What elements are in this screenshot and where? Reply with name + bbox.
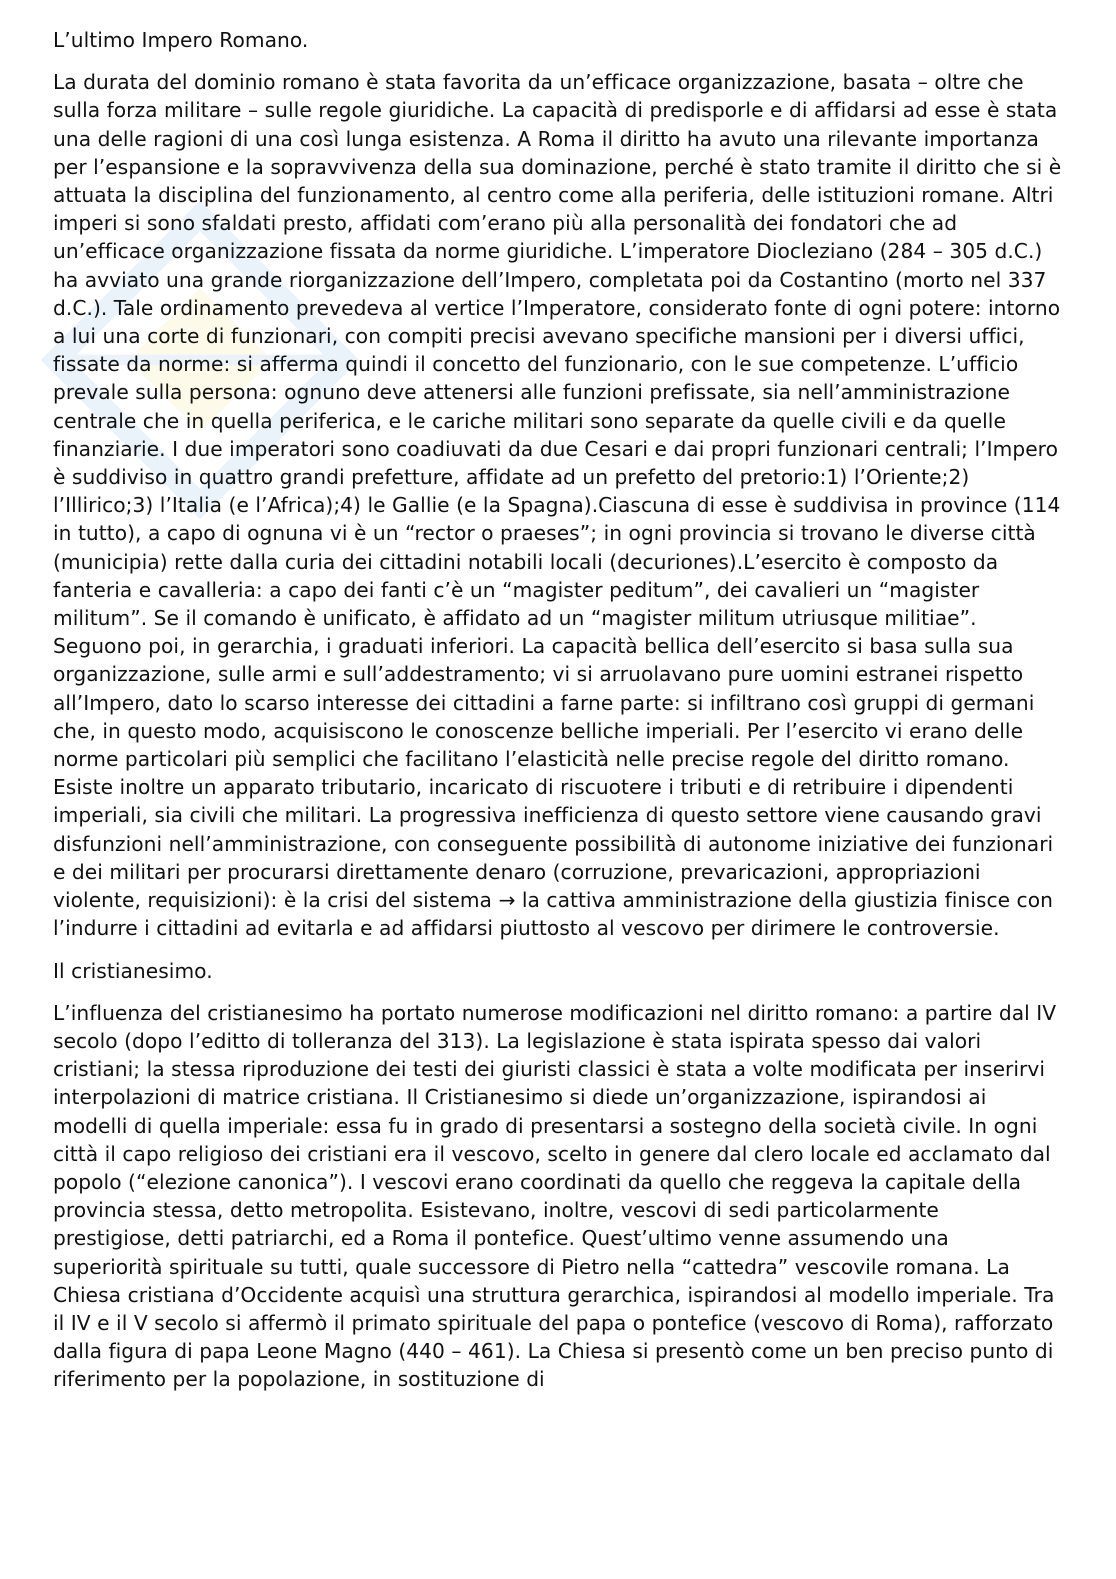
section-heading-cristianesimo: Il cristianesimo. (53, 958, 213, 983)
section-paragraph-cristianesimo: L’influenza del cristianesimo ha portato numerose modificazioni nel diritto romano: a partire dal IV secolo (dopo l’editto di tolleranza del 313). La legislazione è stata ispirata spesso dai valori cristiani; la stessa riproduzione dei testi dei giuristi classici è stata a volte modificata per inserirvi interpolazioni di matrice cristiana. Il Cristianesimo si diede un’organizzazione, ispirandosi ai modelli di quella imperiale: essa fu in grado di presentarsi a sostegno della società civile. In ogni città il capo religioso dei cristiani era il vescovo, scelto in genere dal clero locale ed acclamato dal popolo (“elezione canonica”). I vescovi erano coordinati da quello che reggeva la capitale della provincia stessa, detto metropolita. Esistevano, inoltre, vescovi di sedi particolarmente prestigiose, detti patriarchi, ed a Roma il pontefice. Quest’ultimo venne assumendo una superiorità spirituale su tutti, quale successore di Pietro nella “cattedra” vescovile romana. La Chiesa cristiana d’Occidente acquisì una struttura gerarchica, ispirandosi al modello imperiale. Tra il IV e il V secolo si affermò il primato spirituale del papa o pontefice (vescovo di Roma), rafforzato dalla figura di papa Leone Magno (440 – 461). La Chiesa si presentò come un ben preciso punto di riferimento per la popolazione, in sostituzione di (53, 1000, 1057, 1392)
section-paragraph-impero: La durata del dominio romano è stata favorita da un’efficace organizzazione, basata – oltre che sulla forza militare – sulle regole giuridiche. La capacità di predisporle e di affidarsi ad esse è stata una delle ragioni di una così lunga esistenza. A Roma il diritto ha avuto una rilevante importanza per l’espansione e la sopravvivenza della sua dominazione, perché è stato tramite il diritto che si è attuata la disciplina del funzionamento, al centro come alla periferia, delle istituzioni romane. Altri imperi si sono sfaldati presto, affidati com’erano più alla personalità dei fondatori che ad un’efficace organizzazione fissata da norme giuridiche. L’imperatore Diocleziano (284 – 305 d.C.) ha avviato una grande riorganizzazione dell’Impero, completata poi da Costantino (morto nel 337 d.C.). Tale ordinamento prevedeva al vertice l’Imperatore, considerato fonte di ogni potere: intorno a lui una corte di funzionari, con compiti precisi avevano specifiche mansioni per i diversi uffici, fissate da norme: si afferma quindi il concetto del funzionario, con le sue competenze. L’ufficio prevale sulla persona: ognuno deve attenersi alle funzioni prefissate, sia nell’amministrazione centrale che in quella periferica, e le cariche militari sono separate da quelle civili e da quelle finanziarie. I due imperatori sono coadiuvati da due Cesari e dai propri funzionari centrali; l’Impero è suddiviso in quattro grandi prefetture, affidate ad un prefetto del pretorio:1) l’Oriente;2) l’Illirico;3) l’Italia (e l’Africa);4) le Gallie (e la Spagna).Ciascuna di esse è suddivisa in province (114 in tutto), a capo di ognuna vi è un “rector o praeses”; in ogni provincia si trovano le diverse città (municipia) rette dalla curia dei cittadini notabili locali (decuriones).L’esercito è composto da fanteria e cavalleria: a capo dei fanti c’è un “magister peditum”, dei cavalieri un “magister militum”. Se il comando è unificato, è affidato ad un “magister militum utriusque militiae”. Seguono poi, in gerarchia, i graduati inferiori. La capacità bellica dell’esercito si basa sulla sua organizzazione, sulle armi e sull’addestramento; vi si arruolavano pure uomini estranei rispetto all’Impero, dato lo scarso interesse dei cittadini a farne parte: si infiltrano così gruppi di germani che, in questo modo, acquisiscono le conoscenze belliche imperiali. Per l’esercito vi erano delle norme particolari più semplici che facilitano l’elasticità nelle precise regole del diritto romano. Esiste inoltre un apparato tributario, incaricato di riscuotere i tributi e di retribuire i dipendenti imperiali, sia civili che militari. La progressiva inefficienza di questo settore viene causando gravi disfunzioni nell’amministrazione, con conseguente possibilità di autonome iniziative dei funzionari e dei militari per procurarsi direttamente denaro (corruzione, prevaricazioni, appropriazioni violente, requisizioni): è la crisi del sistema → la cattiva amministrazione della giustizia finisce con l’indurre i cittadini ad evitarla e ad affidarsi piuttosto al vescovo per dirimere le controversie. (53, 70, 1062, 941)
section-heading-impero: L’ultimo Impero Romano. (53, 28, 309, 52)
document-body (53, 26, 1063, 1408)
